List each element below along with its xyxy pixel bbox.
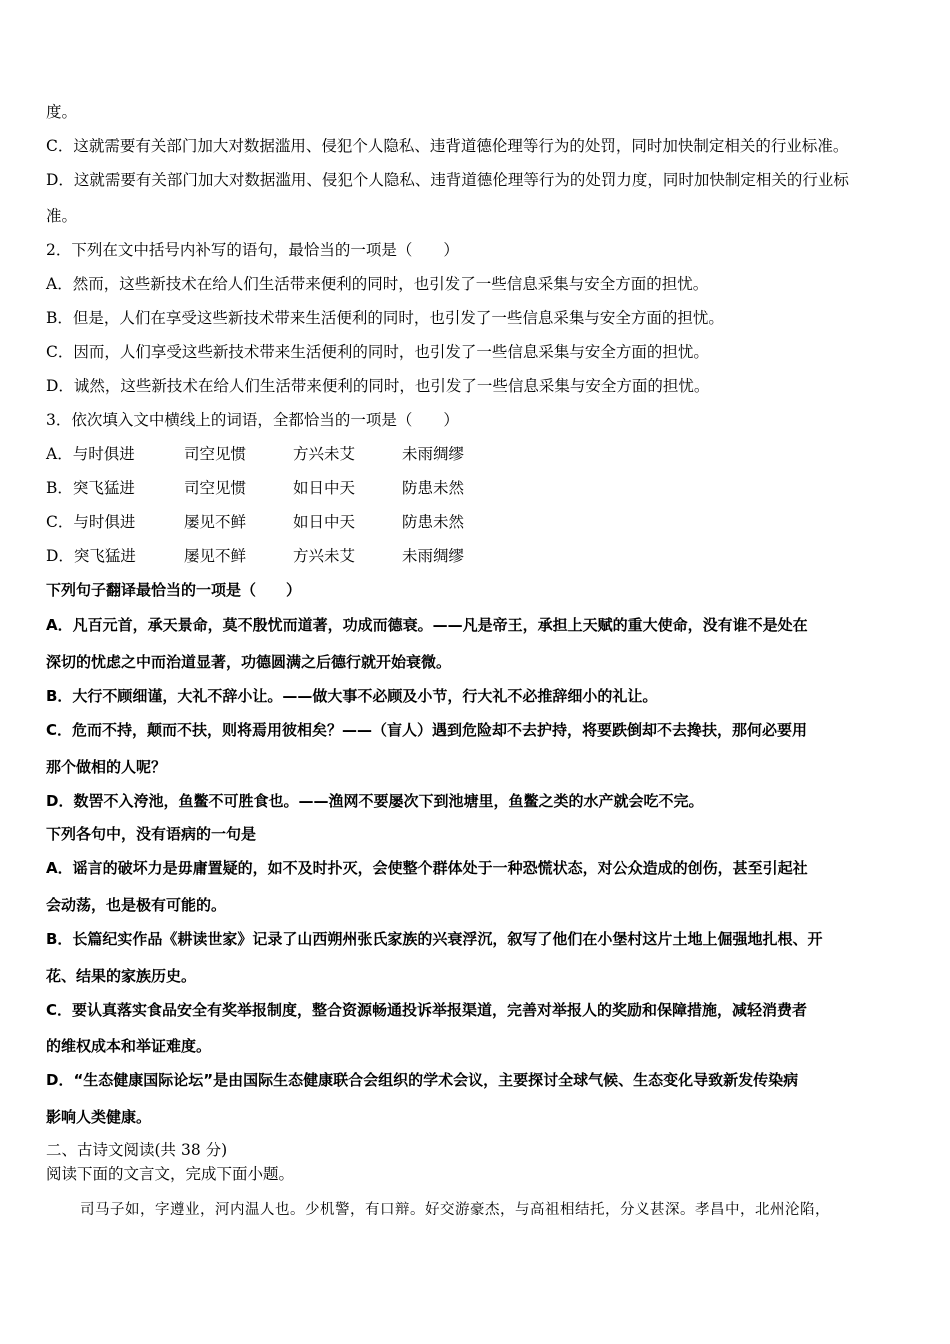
q1-tail: 度。 (46, 103, 78, 121)
q4-option-c: C．危而不持，颠而不扶，则将焉用彼相矣？——（盲人）遇到危险却不去护持，将要跌倒却不去搀扶，那何必要用 (46, 721, 808, 739)
q3-option-b (46, 478, 464, 498)
q3-a-word2: 司空见惯 (184, 445, 247, 463)
q5-option-a-cont: 会动荡，也是极有可能的。 (46, 896, 227, 914)
q4-option-d: D．数罟不入洿池，鱼鳖不可胜食也。——渔网不要屡次下到池塘里，鱼鳖之类的水产就会吃不完。 (46, 792, 704, 810)
q5-option-a: A．谣言的破坏力是毋庸置疑的，如不及时扑灭，会使整个群体处于一种恐慌状态，对公众造成的创伤，甚至引起社 (46, 859, 808, 877)
q3-c-word2: 屡见不鲜 (184, 513, 247, 531)
q3-option-a (46, 444, 464, 464)
q3-d-word2: 屡见不鲜 (184, 547, 247, 565)
q2-option-b: B．但是，人们在享受这些新技术带来生活便利的同时，也引发了一些信息采集与安全方面的担忧。 (46, 309, 724, 327)
q3-b-word1: B．突飞猛进 (46, 479, 135, 497)
q3-option-c (46, 512, 464, 532)
q2-option-a: A．然而，这些新技术在给人们生活带来便利的同时，也引发了一些信息采集与安全方面的担忧。 (46, 275, 709, 293)
q3-b-word4: 防患未然 (402, 479, 465, 497)
classical-passage: 司马子如，字遵业，河内温人也。少机警，有口辩。好交游豪杰，与高祖相结托，分义甚深。孝昌中，北州沦陷， (80, 1202, 830, 1218)
q3-a-word3: 方兴未艾 (293, 445, 356, 463)
q1-option-d: D．这就需要有关部门加大对数据滥用、侵犯个人隐私、违背道德伦理等行为的处罚力度，同时加快制定相关的行业标 (46, 171, 849, 189)
q4-option-b: B．大行不顾细谨，大礼不辞小让。——做大事不必顾及小节，行大礼不必推辞细小的礼让。 (46, 687, 658, 705)
q3-b-word3: 如日中天 (293, 479, 356, 497)
q2-option-d: D．诚然，这些新技术在给人们生活带来便利的同时，也引发了一些信息采集与安全方面的担忧。 (46, 377, 710, 395)
q3-b-word2: 司空见惯 (184, 479, 247, 497)
q1-option-c: C．这就需要有关部门加大对数据滥用、侵犯个人隐私、违背道德伦理等行为的处罚，同时加快制定相关的行业标准。 (46, 137, 849, 155)
q5-option-d: D．“生态健康国际论坛”是由国际生态健康联合会组织的学术会议，主要探讨全球气候、生态变化导致新发传染病 (46, 1071, 799, 1089)
q3-d-word4: 未雨绸缪 (402, 547, 465, 565)
q2-stem: 2．下列在文中括号内补写的语句，最恰当的一项是（ ） (46, 241, 459, 259)
q4-option-a: A．凡百元首，承天景命，莫不殷忧而道著，功成而德衰。——凡是帝王，承担上天赋的重大使命，没有谁不是处在 (46, 616, 808, 634)
q5-stem: 下列各句中，没有语病的一句是 (46, 825, 257, 843)
q4-stem: 下列句子翻译最恰当的一项是（ ） (46, 581, 302, 599)
q5-option-b: B．长篇纪实作品《耕读世家》记录了山西朔州张氏家族的兴衰浮沉，叙写了他们在小堡村这片土地上倔强地扎根、开 (46, 930, 823, 948)
q3-c-word1: C．与时俱进 (46, 513, 136, 531)
q4-option-c-cont: 那个做相的人呢？ (46, 758, 167, 776)
q3-a-word1: A．与时俱进 (46, 445, 135, 463)
q5-option-c: C．要认真落实食品安全有奖举报制度，整合资源畅通投诉举报渠道，完善对举报人的奖励和保障措施，减轻消费者 (46, 1001, 808, 1019)
q4-option-a-cont: 深切的忧虑之中而治道显著，功德圆满之后德行就开始衰微。 (46, 653, 452, 671)
q3-c-word3: 如日中天 (293, 513, 356, 531)
section-heading: 二、古诗文阅读(共 38 分) (46, 1141, 228, 1159)
q2-option-c: C．因而，人们享受这些新技术带来生活便利的同时，也引发了一些信息采集与安全方面的担忧。 (46, 343, 709, 361)
q1-option-d-cont: 准。 (46, 207, 78, 225)
q3-d-word3: 方兴未艾 (293, 547, 356, 565)
q3-a-word4: 未雨绸缪 (402, 445, 465, 463)
section-instruction: 阅读下面的文言文，完成下面小题。 (46, 1165, 295, 1183)
q5-option-b-cont: 花、结果的家族历史。 (46, 967, 197, 985)
q3-c-word4: 防患未然 (402, 513, 465, 531)
q3-option-d (46, 546, 464, 566)
q5-option-c-cont: 的维权成本和举证难度。 (46, 1037, 212, 1055)
q5-option-d-cont: 影响人类健康。 (46, 1108, 152, 1126)
q3-d-word1: D．突飞猛进 (46, 547, 136, 565)
q3-stem: 3．依次填入文中横线上的词语，全都恰当的一项是（ ） (46, 411, 459, 429)
